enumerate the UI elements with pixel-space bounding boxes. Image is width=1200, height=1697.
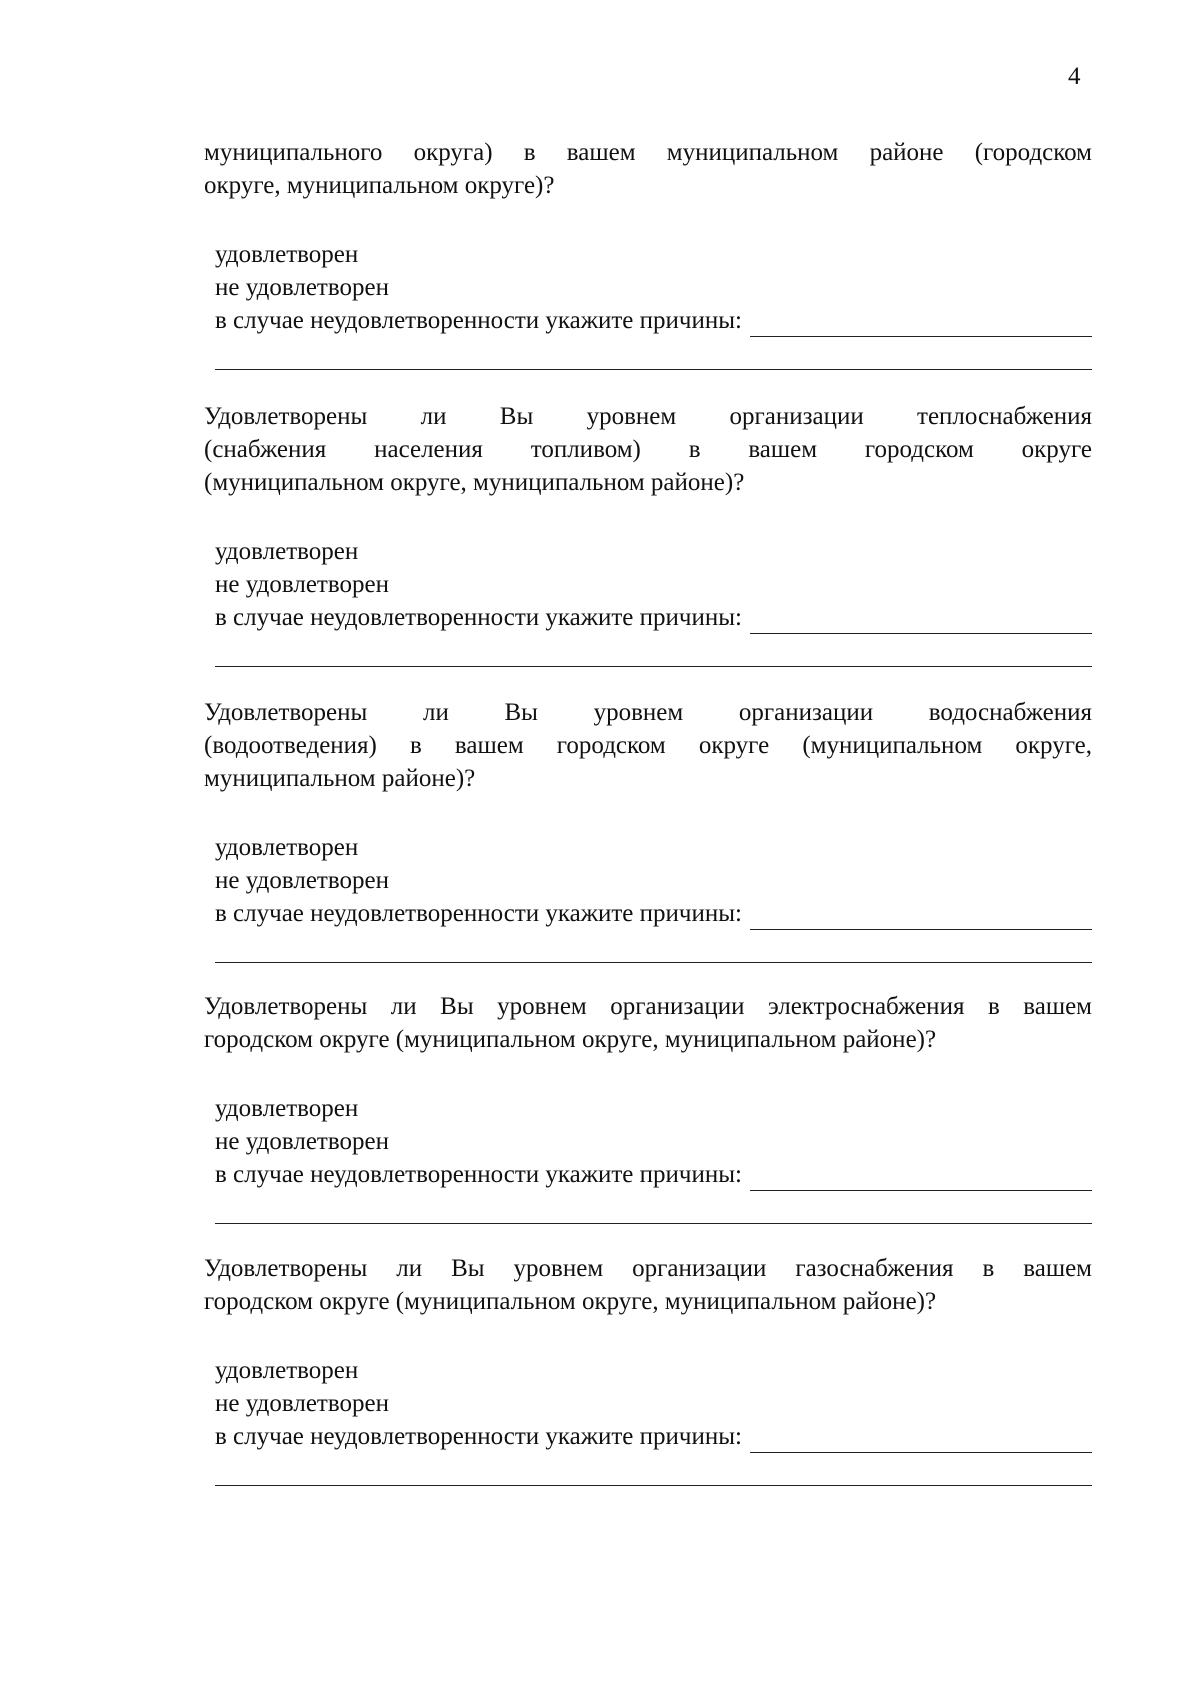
question-section-heat-supply — [204, 400, 1092, 667]
answer-options — [215, 238, 1092, 337]
page-number: 4 — [1068, 63, 1081, 90]
question-text — [204, 400, 1092, 499]
question-line: муниципальном районе)? — [204, 765, 476, 792]
question-line: округе, муниципальном округе)? — [204, 172, 555, 199]
reason-row — [215, 897, 1092, 930]
question-text — [204, 1252, 1092, 1318]
reason-input-line-2[interactable] — [215, 642, 1092, 667]
question-text — [204, 990, 1092, 1056]
question-line: Удовлетворены ли Вы уровнем организации водоснабжения — [204, 699, 1092, 726]
option-satisfied[interactable]: удовлетворен — [215, 538, 359, 565]
question-text — [204, 696, 1092, 795]
question-section-water-supply — [204, 696, 1092, 963]
question-section-gas-supply — [204, 1252, 1092, 1486]
option-satisfied[interactable]: удовлетворен — [215, 834, 359, 861]
answer-options — [215, 1354, 1092, 1453]
option-satisfied[interactable]: удовлетворен — [215, 1357, 359, 1384]
question-section-electricity-supply — [204, 990, 1092, 1224]
option-satisfied[interactable]: удовлетворен — [215, 1095, 359, 1122]
question-line: (снабжения населения топливом) в вашем городском округе — [204, 436, 1092, 463]
reason-input-line[interactable] — [750, 1428, 1092, 1453]
reason-input-line[interactable] — [750, 312, 1092, 337]
option-not-satisfied[interactable]: не удовлетворен — [215, 274, 389, 301]
question-line: Удовлетворены ли Вы уровнем организации электроснабжения в вашем — [204, 993, 1092, 1020]
question-text — [204, 136, 1092, 202]
reason-input-line-2[interactable] — [215, 1461, 1092, 1486]
reason-label: в случае неудовлетворенности укажите причины: — [215, 1423, 742, 1450]
reason-row — [215, 1420, 1092, 1453]
reason-label: в случае неудовлетворенности укажите причины: — [215, 900, 742, 927]
question-line: Удовлетворены ли Вы уровнем организации теплоснабжения — [204, 403, 1092, 430]
option-not-satisfied[interactable]: не удовлетворен — [215, 1390, 389, 1417]
reason-row — [215, 1158, 1092, 1191]
reason-input-line-2[interactable] — [215, 938, 1092, 963]
option-not-satisfied[interactable]: не удовлетворен — [215, 1128, 389, 1155]
question-line: (муниципальном округе, муниципальном районе)? — [204, 469, 745, 496]
reason-input-line[interactable] — [750, 609, 1092, 634]
reason-row — [215, 601, 1092, 634]
question-line: городском округе (муниципальном округе, муниципальном районе)? — [204, 1288, 937, 1315]
question-line: городском округе (муниципальном округе, муниципальном районе)? — [204, 1026, 937, 1053]
reason-input-line-2[interactable] — [215, 1199, 1092, 1224]
answer-options — [215, 535, 1092, 634]
answer-options — [215, 1092, 1092, 1191]
reason-label: в случае неудовлетворенности укажите причины: — [215, 604, 742, 631]
question-section-continuation — [204, 136, 1092, 370]
reason-input-line-2[interactable] — [215, 345, 1092, 370]
option-not-satisfied[interactable]: не удовлетворен — [215, 571, 389, 598]
answer-options — [215, 831, 1092, 930]
reason-label: в случае неудовлетворенности укажите причины: — [215, 307, 742, 334]
question-line: Удовлетворены ли Вы уровнем организации газоснабжения в вашем — [204, 1255, 1092, 1282]
reason-input-line[interactable] — [750, 1166, 1092, 1191]
question-line: муниципального округа) в вашем муниципальном районе (городском — [204, 139, 1092, 166]
reason-label: в случае неудовлетворенности укажите причины: — [215, 1161, 742, 1188]
option-not-satisfied[interactable]: не удовлетворен — [215, 867, 389, 894]
option-satisfied[interactable]: удовлетворен — [215, 241, 359, 268]
question-line: (водоотведения) в вашем городском округе (муниципальном округе, — [204, 732, 1092, 759]
reason-input-line[interactable] — [750, 905, 1092, 930]
reason-row — [215, 304, 1092, 337]
